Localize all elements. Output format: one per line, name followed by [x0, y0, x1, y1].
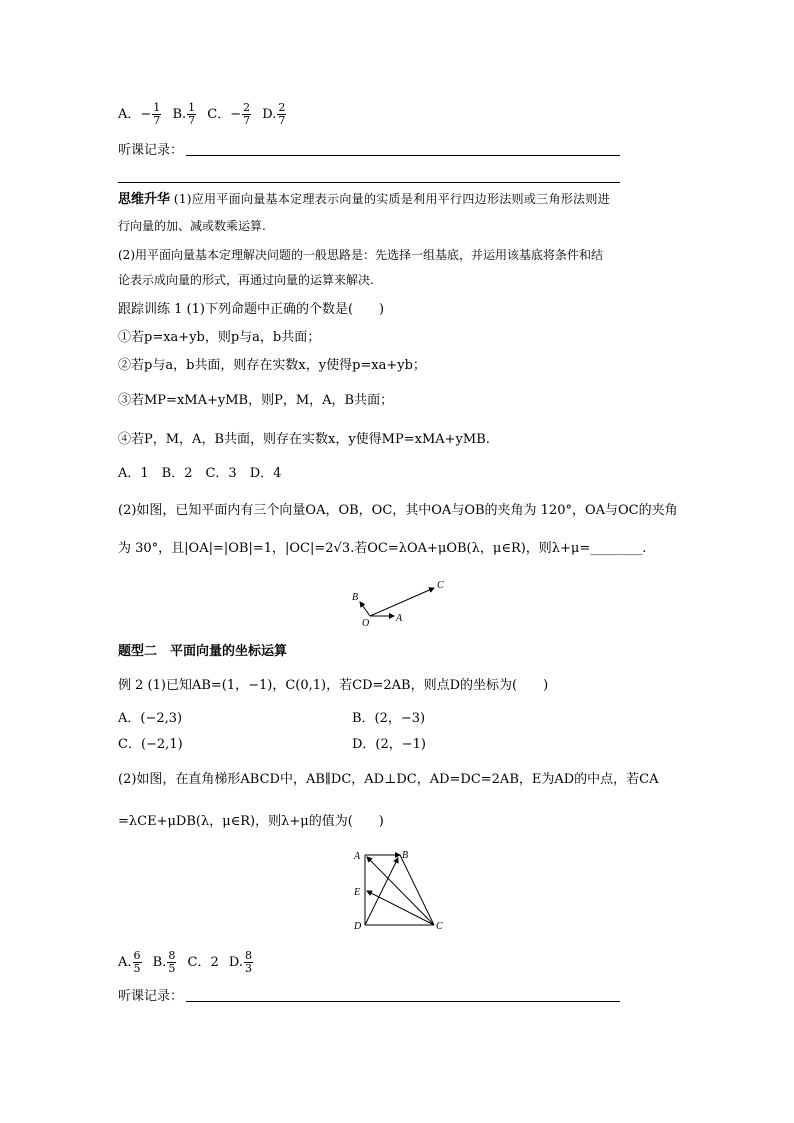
- example2-q2-line-1: (2)如图，在直角梯形ABCD中，AB∥DC，AD⊥DC，AD=DC=2AB，E为AD的中点，若CA: [118, 772, 659, 787]
- label-c: C: [436, 921, 443, 932]
- vector-oc: [370, 588, 434, 616]
- example2-option-c: C．(−2,1): [118, 737, 183, 752]
- example2-option-a: A．(−2,3): [118, 711, 183, 726]
- notes-line-2: [118, 182, 620, 183]
- section2-title: 题型二 平面向量的坐标运算: [118, 644, 288, 659]
- label-a: A: [396, 613, 403, 624]
- top-options: [118, 102, 287, 126]
- option-a: A. $\frac{6}{5}$: [118, 949, 141, 975]
- label-b: B: [352, 592, 359, 603]
- practice1-statement-3: ③若MP=xMA+yMB，则P，M，A，B共面；: [118, 393, 394, 408]
- thinking-line-1: 思维升华 (1)应用平面向量基本定理表示向量的实质是利用平行四边形法则或三角形法则进: [118, 192, 610, 207]
- vector-ob: [360, 602, 370, 616]
- thinking-line-3: (2)用平面向量基本定理解决问题的一般思路是：先选择一组基底，并运用该基底将条件和结: [118, 248, 604, 262]
- notes-line-1: [186, 155, 620, 156]
- notes-label: 听课记录：: [118, 143, 184, 158]
- practice1-statement-1: ①若p=xa+yb，则p与a，b共面；: [118, 330, 321, 345]
- option-b: B. $\frac{1}{7}$: [172, 101, 196, 127]
- vector-figure-1: [344, 580, 464, 630]
- vector-db: [365, 858, 398, 925]
- vector-ce: [367, 891, 434, 925]
- option-c: C．− $\frac{2}{7}$: [207, 101, 251, 127]
- side-bc: [400, 855, 434, 925]
- option-d: D. $\frac{2}{7}$: [262, 101, 286, 127]
- example2-line-1: 例 2 (1)已知AB=(1，−1)，C(0,1)，若CD=2AB，则点D的坐标为( ): [118, 678, 549, 693]
- vector-ca: [367, 857, 434, 925]
- label-e: E: [354, 887, 361, 898]
- option-c: C．2: [187, 954, 219, 970]
- example2-q2-options: [118, 950, 254, 974]
- label-o: O: [362, 618, 370, 629]
- practice1-q2-line-1: (2)如图，已知平面内有三个向量OA，OB，OC，其中OA与OB的夹角为 120°，OA与OC的夹角: [118, 503, 678, 518]
- thinking-title: 思维升华: [118, 192, 171, 207]
- option-d: D. $\frac{8}{3}$: [228, 949, 252, 975]
- example2-option-d: D．(2，−1): [352, 737, 427, 752]
- practice1-title: 跟踪训练 1 (1)下列命题中正确的个数是( ): [118, 302, 385, 317]
- practice1-statement-2: ②若p与a，b共面，则存在实数x，y使得p=xa+yb；: [118, 358, 426, 373]
- notes-label-2: 听课记录：: [118, 989, 184, 1004]
- practice1-options: A．1 B．2 C．3 D．4: [118, 466, 282, 481]
- option-a: A．− $\frac{1}{7}$: [118, 101, 161, 127]
- thinking-line-2: 行向量的加、减或数乘运算.: [118, 219, 266, 233]
- practice1-statement-4: ④若P，M，A，B共面，则存在实数x，y使得MP=xMA+yMB.: [118, 432, 490, 447]
- thinking-line-4: 论表示成向量的形式，再通过向量的运算来解决.: [118, 273, 374, 287]
- label-a: A: [354, 851, 361, 862]
- option-b: B. $\frac{8}{5}$: [152, 949, 176, 975]
- label-d: D: [354, 921, 362, 932]
- label-c: C: [437, 580, 444, 591]
- example2-option-b: B．(2，−3): [352, 711, 426, 726]
- practice1-q2-line-2: 为 30°，且|OA|=|OB|=1，|OC|=2√3.若OC=λOA+μOB(λ，μ∈R)，则λ+μ=________.: [118, 541, 647, 556]
- example2-q2-line-2: =λCE+μDB(λ，μ∈R)，则λ+μ的值为( ): [118, 814, 384, 829]
- label-b: B: [402, 850, 409, 861]
- trapezoid-figure: [348, 845, 458, 935]
- notes-line-3: [186, 1001, 620, 1002]
